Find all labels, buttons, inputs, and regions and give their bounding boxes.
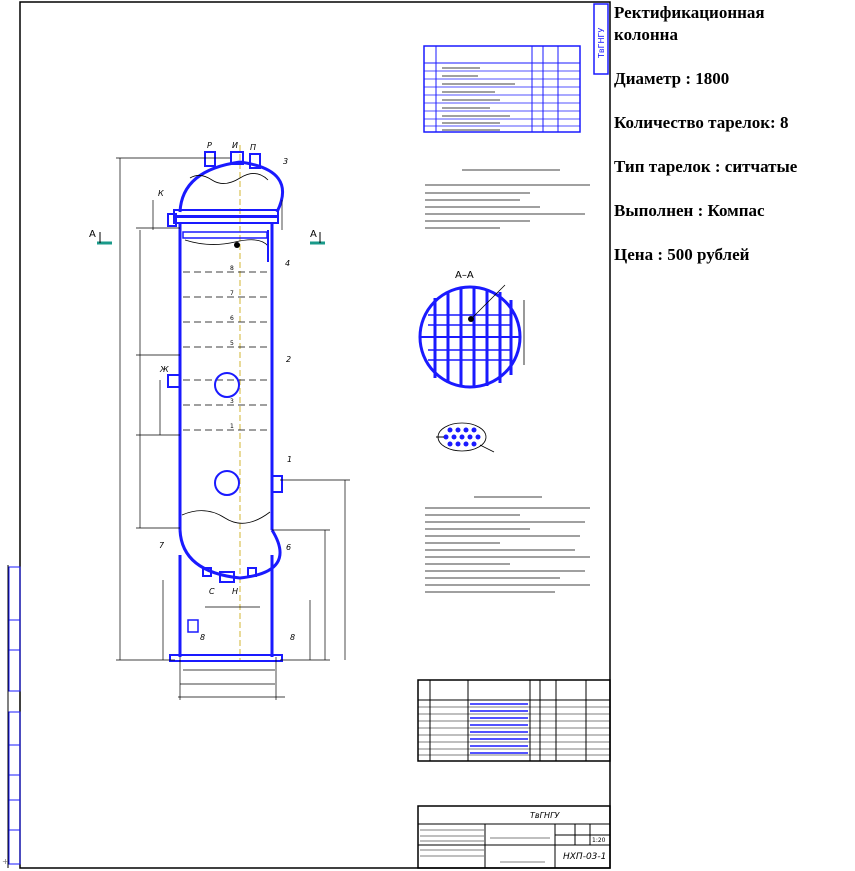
info-plate-type: Тип тарелок : ситчатые xyxy=(614,157,798,176)
column-vessel xyxy=(168,145,283,661)
tray-number: 1 xyxy=(230,423,234,430)
sieve-detail xyxy=(436,423,494,452)
callout-7: 8 xyxy=(200,633,206,642)
title-block-scale: 1:20 xyxy=(592,837,606,844)
callout-8: 8 xyxy=(290,633,296,642)
left-margin-stamp-1 xyxy=(9,567,20,691)
callout-3: 3 xyxy=(283,157,289,166)
nozzle-table xyxy=(424,46,580,132)
title-block xyxy=(418,806,610,868)
info-panel xyxy=(614,2,854,266)
callout-5: 6 xyxy=(286,543,292,552)
left-margin-stamp-2 xyxy=(9,712,20,864)
callout-zh: Ж xyxy=(160,365,169,374)
section-label: А–А xyxy=(455,270,474,281)
callout-1: 2 xyxy=(286,355,292,364)
tray-number: 3 xyxy=(230,398,234,405)
tray-number: 8 xyxy=(230,265,234,272)
tech-characteristics xyxy=(425,170,590,228)
bill-of-materials xyxy=(418,680,610,761)
info-price: Цена : 500 рублей xyxy=(614,245,750,264)
callout-n: Н xyxy=(232,587,239,596)
info-made-in: Выполнен : Компас xyxy=(614,201,765,220)
callout-2: 4 xyxy=(285,259,291,268)
title-block-org: ТвГНГУ xyxy=(530,811,560,820)
info-plates-count: Количество тарелок: 8 xyxy=(614,113,789,132)
tray-number: 7 xyxy=(230,290,234,297)
tray-number: 5 xyxy=(230,340,234,347)
callout-6: 7 xyxy=(159,541,165,550)
callout-p: П xyxy=(250,143,257,152)
section-mark-right: А xyxy=(310,229,317,240)
title-block-code: НХП-03-1 xyxy=(563,852,607,862)
callout-r: Р xyxy=(207,141,212,150)
info-diameter: Диаметр : 1800 xyxy=(614,69,730,88)
callout-i: И xyxy=(232,141,238,150)
callout-s: С xyxy=(209,587,215,596)
section-view-aa xyxy=(420,285,524,387)
info-title-line1: Ректификационная xyxy=(614,3,765,22)
cursor-mark: + xyxy=(2,857,9,866)
section-mark-left: А xyxy=(89,229,96,240)
tray-number: 6 xyxy=(230,315,234,322)
section-cut-marks xyxy=(89,229,325,243)
info-title-line2: колонна xyxy=(614,25,678,44)
callout-l: 1 xyxy=(287,455,293,464)
corner-stamp-text: ТвГНГУ xyxy=(597,27,606,58)
callout-k: К xyxy=(158,189,164,198)
tech-requirements xyxy=(425,497,590,592)
